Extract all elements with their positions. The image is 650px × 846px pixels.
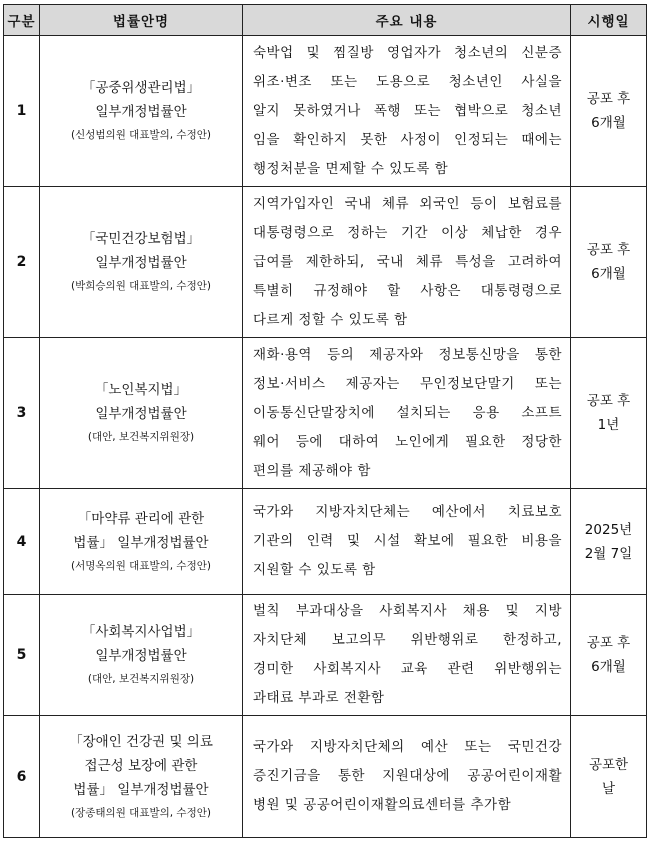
- bill-name-line: 「마약류 관리에 관한: [77, 510, 205, 527]
- header-effective-date: 시행일: [571, 5, 647, 36]
- effective-date-line: 공포 후: [586, 635, 631, 651]
- content-line: 증진기금을 통한 지원대상에 공공어린이재활: [253, 768, 562, 784]
- effective-date-line: 공포 후: [586, 242, 631, 258]
- bill-proposer: (박희승의원 대표발의, 수정안): [71, 280, 211, 292]
- header-main-content: 주요 내용: [243, 5, 571, 36]
- bill-name-line: 법률」 일부개정법률안: [73, 534, 209, 551]
- effective-date-line: 1년: [597, 417, 620, 433]
- content-line: 지역가입자인 국내 체류 외국인 등이 보험료를: [253, 195, 562, 212]
- content-line: 편의를 제공해야 함: [253, 462, 371, 479]
- main-content-cell: [243, 338, 571, 489]
- table-row: [4, 36, 647, 187]
- content-line: 대통령령으로 정하는 기간 이상 체납한 경우: [253, 224, 562, 241]
- row-number: 6: [4, 716, 40, 838]
- content-line: 재화·용역 등의 제공자와 정보통신망을 통한: [253, 346, 562, 363]
- bill-name-cell: [40, 595, 243, 716]
- bill-proposer: (서명옥의원 대표발의, 수정안): [71, 559, 211, 572]
- bill-name-line: 「장애인 건강권 및 의료: [69, 733, 213, 750]
- table-row: [4, 338, 647, 489]
- content-line: 위조·변조 또는 도용으로 청소년인 사실을: [253, 73, 562, 90]
- table-body: [4, 36, 647, 838]
- main-content-cell: [243, 489, 571, 595]
- header-no: 구분: [4, 5, 40, 36]
- table-row: [4, 187, 647, 338]
- bill-name-line: 일부개정법률안: [95, 104, 187, 120]
- bill-name-line: 법률」 일부개정법률안: [73, 781, 209, 798]
- bill-name-line: 일부개정법률안: [95, 648, 187, 664]
- bill-proposer: (대안, 보건복지위원장): [87, 673, 195, 685]
- effective-date-line: 2월 7일: [584, 545, 633, 562]
- content-line: 알지 못하였거나 폭행 또는 협박으로 청소년: [253, 102, 562, 119]
- content-line: 국가와 지방자치단체는 예산에서 치료보호: [253, 504, 562, 520]
- effective-date-line: 6개월: [591, 266, 626, 282]
- content-line: 특별히 규정해야 할 사항은 대통령령으로: [253, 282, 562, 299]
- table-row: [4, 595, 647, 716]
- bill-name-line: 일부개정법률안: [95, 406, 187, 422]
- content-line: 행정처분을 면제할 수 있도록 함: [253, 160, 449, 177]
- bill-name-line: 「사회복지사업법」: [81, 624, 201, 640]
- main-content-cell: [243, 595, 571, 716]
- bill-name-cell: [40, 338, 243, 489]
- bill-name-line: 「국민건강보험법」: [81, 231, 201, 247]
- effective-date-cell: [571, 595, 647, 716]
- content-line: 기관의 인력 및 시설 확보에 필요한 비용을: [253, 533, 562, 549]
- table-header-row: [4, 5, 647, 36]
- effective-date-cell: [571, 36, 647, 187]
- content-line: 지원할 수 있도록 함: [253, 562, 376, 578]
- bill-proposer: (대안, 보건복지위원장): [87, 431, 195, 443]
- content-line: 자치단체 보고의무 위반행위로 한정하고,: [253, 632, 562, 648]
- header-bill-name: 법률안명: [40, 5, 243, 36]
- bill-summary-table: [3, 4, 647, 838]
- row-number: 3: [4, 338, 40, 489]
- bill-name-cell: [40, 36, 243, 187]
- content-line: 숙박업 및 찜질방 영업자가 청소년의 신분증: [253, 44, 562, 61]
- content-line: 과태료 부과로 전환함: [253, 690, 385, 706]
- effective-date-cell: [571, 338, 647, 489]
- bill-name-line: 「노인복지법」: [94, 382, 188, 398]
- main-content-cell: [243, 187, 571, 338]
- main-content-cell: [243, 36, 571, 187]
- bill-name-line: 접근성 보장에 관한: [84, 757, 198, 774]
- effective-date-line: 공포 후: [586, 393, 631, 409]
- table-row: [4, 716, 647, 838]
- effective-date-line: 날: [601, 780, 616, 797]
- content-line: 이동통신단말장치에 설치되는 응용 소프트: [253, 404, 562, 421]
- main-content-cell: [243, 716, 571, 838]
- table-row: [4, 489, 647, 595]
- effective-date-cell: [571, 716, 647, 838]
- content-line: 국가와 지방자치단체의 예산 또는 국민건강: [253, 739, 562, 755]
- content-line: 경미한 사회복지사 교육 관련 위반행위는: [253, 661, 562, 677]
- content-line: 웨어 등에 대하여 노인에게 필요한 정당한: [253, 433, 562, 450]
- content-line: 정보·서비스 제공자는 무인정보단말기 또는: [253, 375, 562, 392]
- content-line: 임을 확인하지 못한 사정이 인정되는 때에는: [253, 131, 562, 148]
- effective-date-line: 공포 후: [586, 91, 631, 107]
- bill-summary-document: [3, 4, 646, 838]
- bill-name-cell: [40, 716, 243, 838]
- content-line: 벌칙 부과대상을 사회복지사 채용 및 지방: [253, 603, 562, 619]
- row-number: 5: [4, 595, 40, 716]
- effective-date-line: 6개월: [591, 115, 626, 131]
- content-line: 병원 및 공공어린이재활의료센터를 추가함: [253, 797, 512, 813]
- bill-proposer: (신성범의원 대표발의, 수정안): [71, 129, 211, 141]
- bill-name-cell: [40, 187, 243, 338]
- content-line: 급여를 제한하되, 국내 체류 특성을 고려하여: [253, 253, 562, 270]
- effective-date-line: 공포한: [588, 756, 629, 773]
- bill-name-line: 일부개정법률안: [95, 255, 187, 271]
- row-number: 2: [4, 187, 40, 338]
- effective-date-cell: [571, 489, 647, 595]
- row-number: 4: [4, 489, 40, 595]
- effective-date-line: 6개월: [591, 659, 626, 675]
- bill-proposer: (장종태의원 대표발의, 수정안): [71, 806, 211, 819]
- content-line: 다르게 정할 수 있도록 함: [253, 311, 408, 328]
- bill-name-line: 「공중위생관리법」: [81, 80, 201, 96]
- bill-name-cell: [40, 489, 243, 595]
- row-number: 1: [4, 36, 40, 187]
- effective-date-cell: [571, 187, 647, 338]
- effective-date-line: 2025년: [584, 521, 633, 538]
